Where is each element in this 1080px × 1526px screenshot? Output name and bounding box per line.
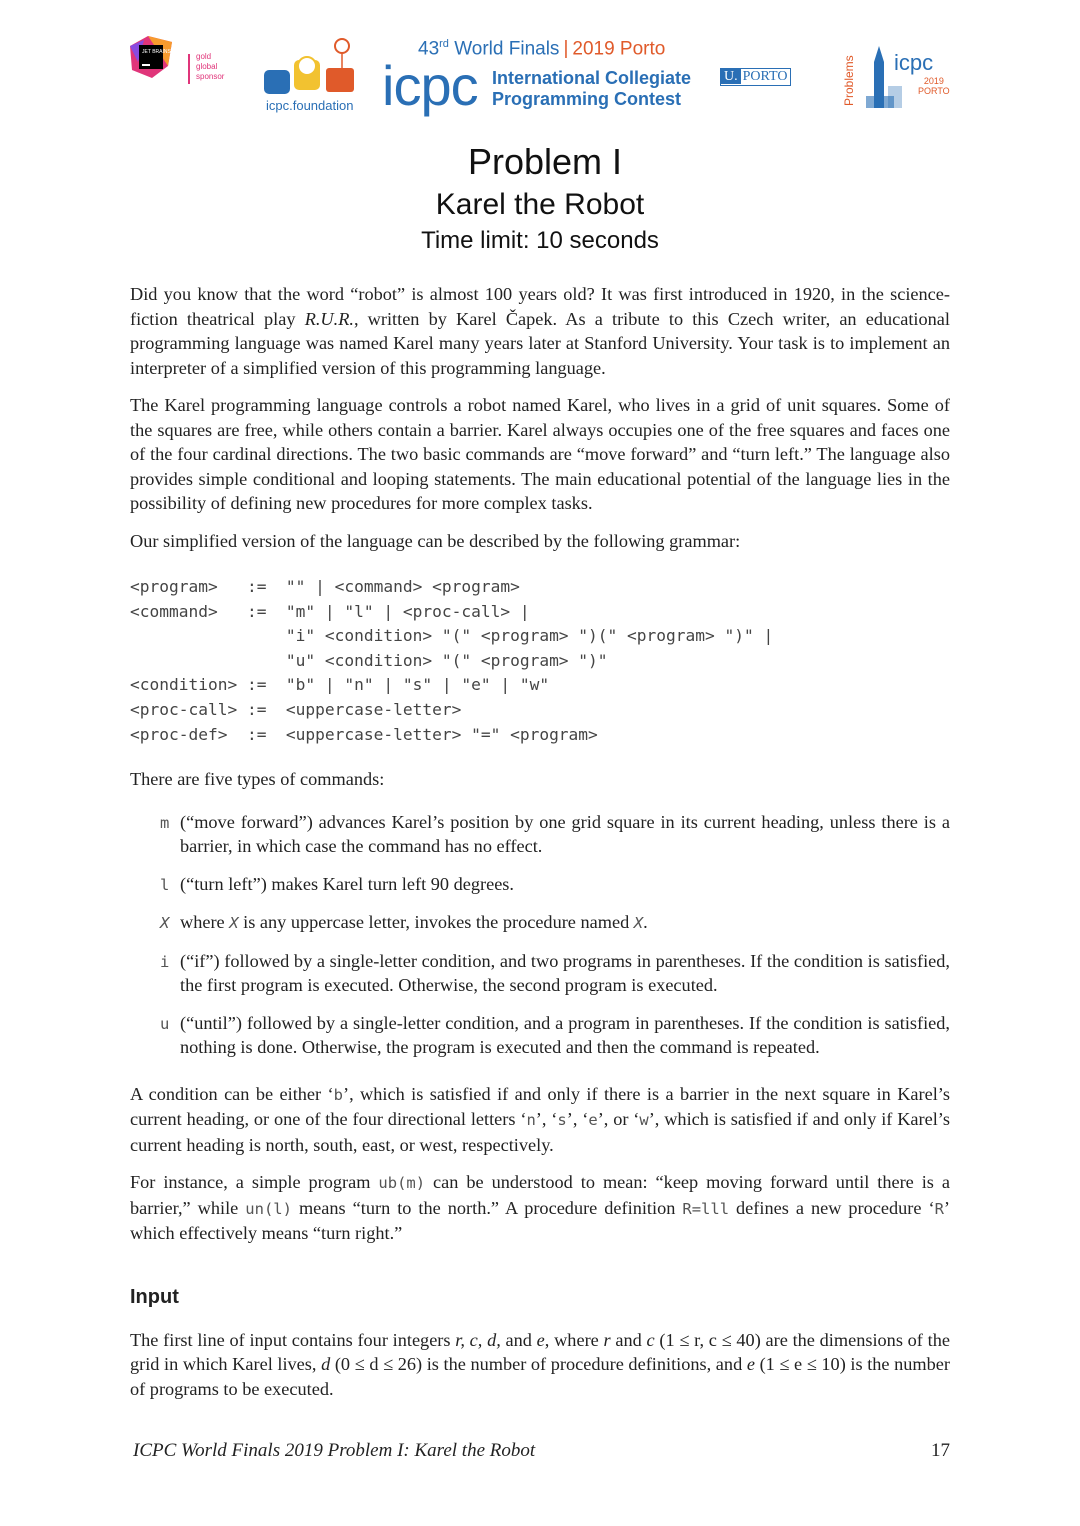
command-key: u [160, 1014, 170, 1033]
command-desc: (“move forward”) advances Karel’s position by one grid square in its current heading, unless there is a barrier, in which case the command has no effect. [180, 811, 950, 857]
sponsor-line: global [196, 62, 218, 71]
intro-paragraph-3: Our simplified version of the language can be described by the following grammar: [130, 530, 741, 551]
command-item [130, 1011, 950, 1060]
page-header [130, 36, 950, 126]
grammar-line: <proc-def> := <uppercase-letter> "=" <program> [130, 724, 598, 744]
time-limit: Time limit: 10 seconds [421, 227, 659, 254]
footer-text: ICPC World Finals 2019 Problem I: Karel the Robot [133, 1440, 536, 1461]
command-key: i [160, 952, 170, 971]
wf-number: 43 [418, 38, 440, 60]
grammar-line: <program> := "" | <command> <program> [130, 577, 520, 596]
right-year: 2019 [923, 76, 944, 86]
icpc-line1: International Collegiate [492, 68, 692, 88]
example-paragraph: For instance, a simple program ub(m) can be understood to mean: “keep moving forward until there is a barrier,” while un(l) means “turn to the north.” A procedure definition R=lll defines a new procedure ‘R’ which effectively means “turn right.” [130, 1172, 950, 1244]
input-paragraph: The first line of input contains four integers r, c, d, and e, where r and c (1 ≤ r, c ≤ 40) are the dimensions of the grid in which Karel lives, d (0 ≤ d ≤ 26) is the number of procedure definitions, and e (1 ≤ e ≤ 10) is the number of programs to be executed. [130, 1329, 950, 1399]
problem-title: Problem I [467, 141, 623, 182]
wf-porto: 2019 Porto [572, 38, 666, 60]
problem-name: Karel the Robot [435, 188, 645, 221]
rur-title: R.U.R. [304, 308, 354, 329]
right-city: PORTO [918, 86, 950, 96]
uporto-logo [720, 68, 791, 86]
jetbrains-logo [130, 36, 172, 78]
wf-separator: | [563, 38, 569, 60]
grammar-line: <command> := "m" | "l" | <proc-call> | [130, 601, 530, 621]
wf-text: World Finals [454, 38, 560, 60]
page-number: 17 [931, 1440, 950, 1461]
grammar-line: "i" <condition> "(" <program> ")(" <program> ")" | [130, 626, 774, 646]
code-snippet: R [934, 1199, 944, 1218]
command-key: m [160, 813, 170, 832]
grammar-line: <condition> := "b" | "n" | "s" | "e" | "w" [130, 675, 550, 695]
code-snippet: ub(m) [378, 1174, 426, 1193]
icpc-right-wordmark: icpc [894, 50, 934, 75]
command-item [130, 949, 950, 998]
input-heading: Input [130, 1285, 179, 1308]
commands-intro: There are five types of commands: [130, 769, 385, 790]
foundation-text: icpc.foundation [266, 98, 354, 113]
sponsor-label [196, 52, 224, 82]
icpc-right-year [918, 76, 950, 96]
intro-paragraph-1: Did you know that the word “robot” is almost 100 years old? It was first introduced in 1920, in the science-fiction theatrical play R.U.R., written by Karel Čapek. As a tribute to this Czech writer, an educational programming language was named Karel many years later at Stanford University. Your task is to implement an interpreter of a simplified version of this programming language. [130, 284, 950, 378]
sponsor-line: gold [196, 52, 212, 61]
command-desc: (“turn left”) makes Karel turn left 90 degrees. [180, 873, 514, 894]
grammar-block [130, 575, 950, 747]
grammar-line: "u" <condition> "(" <program> ")" [130, 650, 608, 670]
problem-body [130, 282, 950, 1414]
page-footer [133, 1440, 950, 1462]
wf-suffix: rd [439, 38, 449, 50]
code-snippet: un(l) [245, 1199, 292, 1218]
icpc-fullname [492, 68, 691, 110]
intro-paragraph-2: The Karel programming language controls a robot named Karel, who lives in a grid of unit squares. Some of the squares are free, while others contain a barrier. Karel always occupies one of the free squares and faces one of the four cardinal directions. The two basic commands are “move forward” and “turn left.” The language also provides simple conditional and looping statements. The main educational potential of the language lies in the possibility of defining new procedures for more complex tasks. [130, 395, 950, 513]
icpc-line2: Programming Contest [492, 89, 682, 109]
code-snippet: R=lll [682, 1199, 730, 1218]
command-desc: where X is any uppercase letter, invokes the procedure named X. [180, 912, 648, 933]
command-item [130, 810, 950, 859]
sponsor-line: sponsor [196, 72, 225, 81]
command-desc: (“if”) followed by a single-letter condition, and two programs in parentheses. If the condition is satisfied, the first program is executed. Otherwise, the second program is executed. [180, 950, 950, 996]
command-item [130, 872, 950, 898]
command-key: X [160, 914, 170, 933]
command-item [130, 910, 950, 936]
problems-vertical-label: Problems [842, 55, 856, 106]
title-block [0, 140, 1080, 256]
icpc-wordmark: icpc [382, 54, 478, 117]
command-list [130, 810, 950, 1060]
command-desc: (“until”) followed by a single-letter condition, and a program in parentheses. If the condition is satisfied, nothing is done. Otherwise, the program is executed and then the command is repeated. [180, 1012, 950, 1058]
sponsor-divider [188, 54, 190, 84]
grammar-line: <proc-call> := <uppercase-letter> [130, 699, 462, 719]
jb-logo-text: JET BRAINS [142, 49, 171, 55]
condition-paragraph: A condition can be either ‘b’, which is satisfied if and only if there is a barrier in the next square in Karel’s current heading, or one of the four directional letters ‘n’, ‘s’, ‘e’, or ‘w’, which is satisfied if and only if Karel’s current heading is north, south, east, or west, respectively. [130, 1083, 950, 1155]
uporto-u: U. [721, 69, 741, 84]
uporto-rest: PORTO [742, 69, 788, 84]
command-key: l [160, 875, 170, 894]
